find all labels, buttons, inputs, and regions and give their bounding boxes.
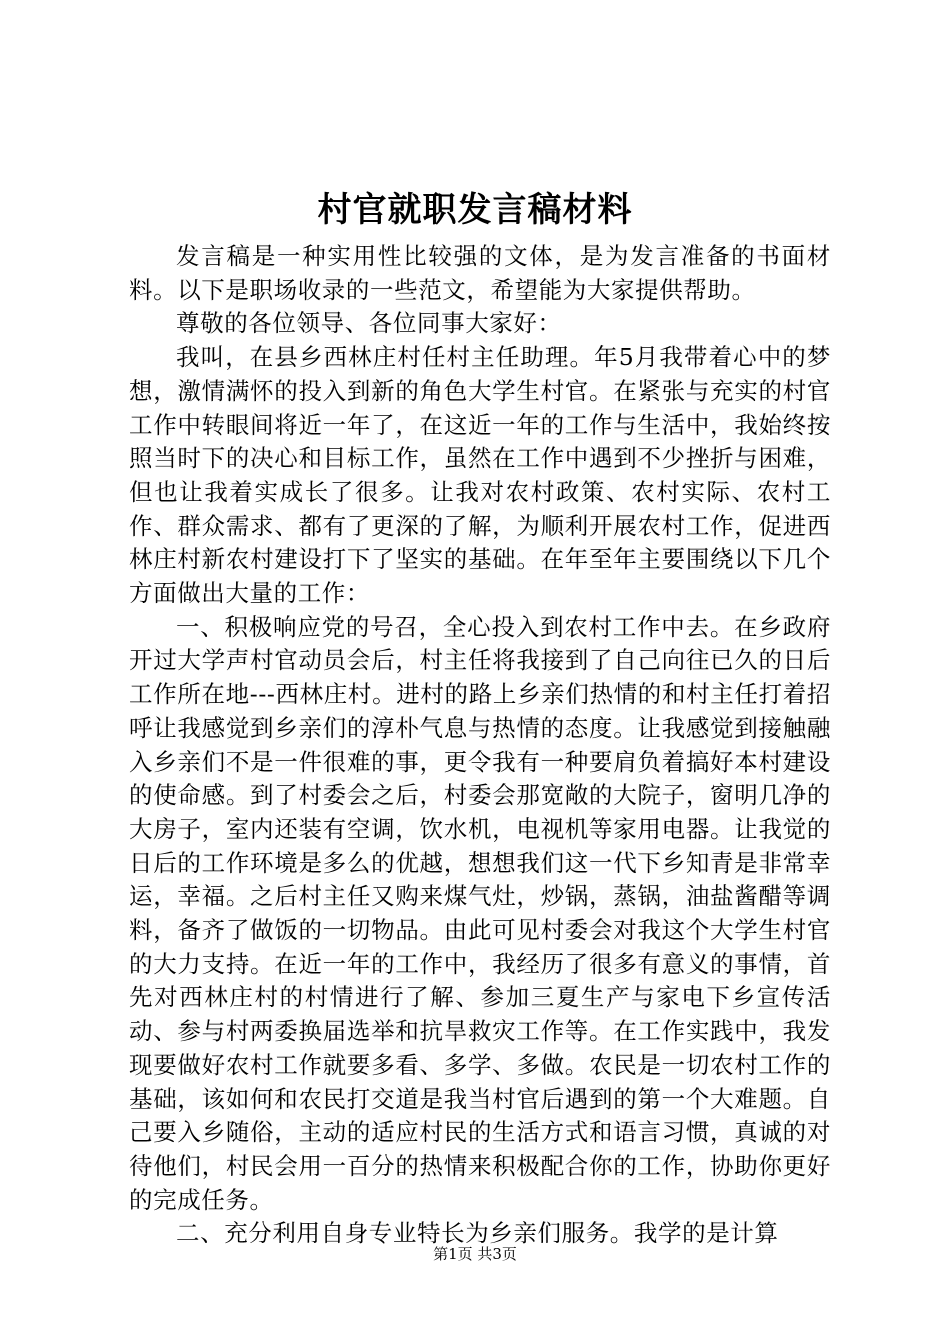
- intro-paragraph: 发言稿是一种实用性比较强的文体，是为发言准备的书面材料。以下是职场收录的一些范文，希望能为大家提供帮助。: [129, 242, 831, 304]
- body-paragraph: 我叫，在县乡西林庄村任村主任助理。年5月我带着心中的梦想，激情满怀的投入到新的角色大学生村官。在紧张与充实的村官工作中转眼间将近一年了，在这近一年的工作与生活中，我始终按照当时下的决心和目标工作，虽然在工作中遇到不少挫折与困难，但也让我着实成长了很多。让我对农村政策、农村实际、农村工作、群众需求、都有了更深的了解，为顺利开展农村工作，促进西林庄村新农村建设打下了坚实的基础。在年至年主要围绕以下几个方面做出大量的工作：: [129, 343, 831, 608]
- document-body: [129, 240, 831, 1251]
- document-title: 村官就职发言稿材料: [317, 190, 633, 230]
- body-paragraph: 一、积极响应党的号召，全心投入到农村工作中去。在乡政府开过大学声村官动员会后，村主任将我接到了自己向往已久的日后工作所在地---西林庄村。进村的路上乡亲们热情的和村主任打着招呼让我感觉到乡亲们的淳朴气息与热情的态度。让我感觉到接触融入乡亲们不是一件很难的事，更令我有一种要肩负着搞好本村建设的使命感。到了村委会之后，村委会那宽敞的大院子，窗明几净的大房子，室内还装有空调，饮水机，电视机等家用电器。让我觉的日后的工作环境是多么的优越，想想我们这一代下乡知青是非常幸运，幸福。之后村主任又购来煤气灶，炒锅，蒸锅，油盐酱醋等调料，备齐了做饭的一切物品。由此可见村委会对我这个大学生村官的大力支持。在近一年的工作中，我经历了很多有意义的事情，首先对西林庄村的村情进行了解、参加三夏生产与家电下乡宣传活动、参与村两委换届选举和抗旱救灾工作等。在工作实践中，我发现要做好农村工作就要多看、多学、多做。农民是一切农村工作的基础，该如何和农民打交道是我当村官后遇到的第一个大难题。自己要入乡随俗，主动的适应村民的生活方式和语言习惯，真诚的对待他们，村民会用一百分的热情来积极配合你的工作，协助你更好的完成任务。: [129, 612, 831, 1214]
- salutation-paragraph: 尊敬的各位领导、各位同事大家好：: [176, 309, 562, 338]
- page-number-footer: 第1页 共3页: [433, 1245, 517, 1263]
- body-paragraph: 二、充分利用自身专业特长为乡亲们服务。我学的是计算: [176, 1219, 779, 1248]
